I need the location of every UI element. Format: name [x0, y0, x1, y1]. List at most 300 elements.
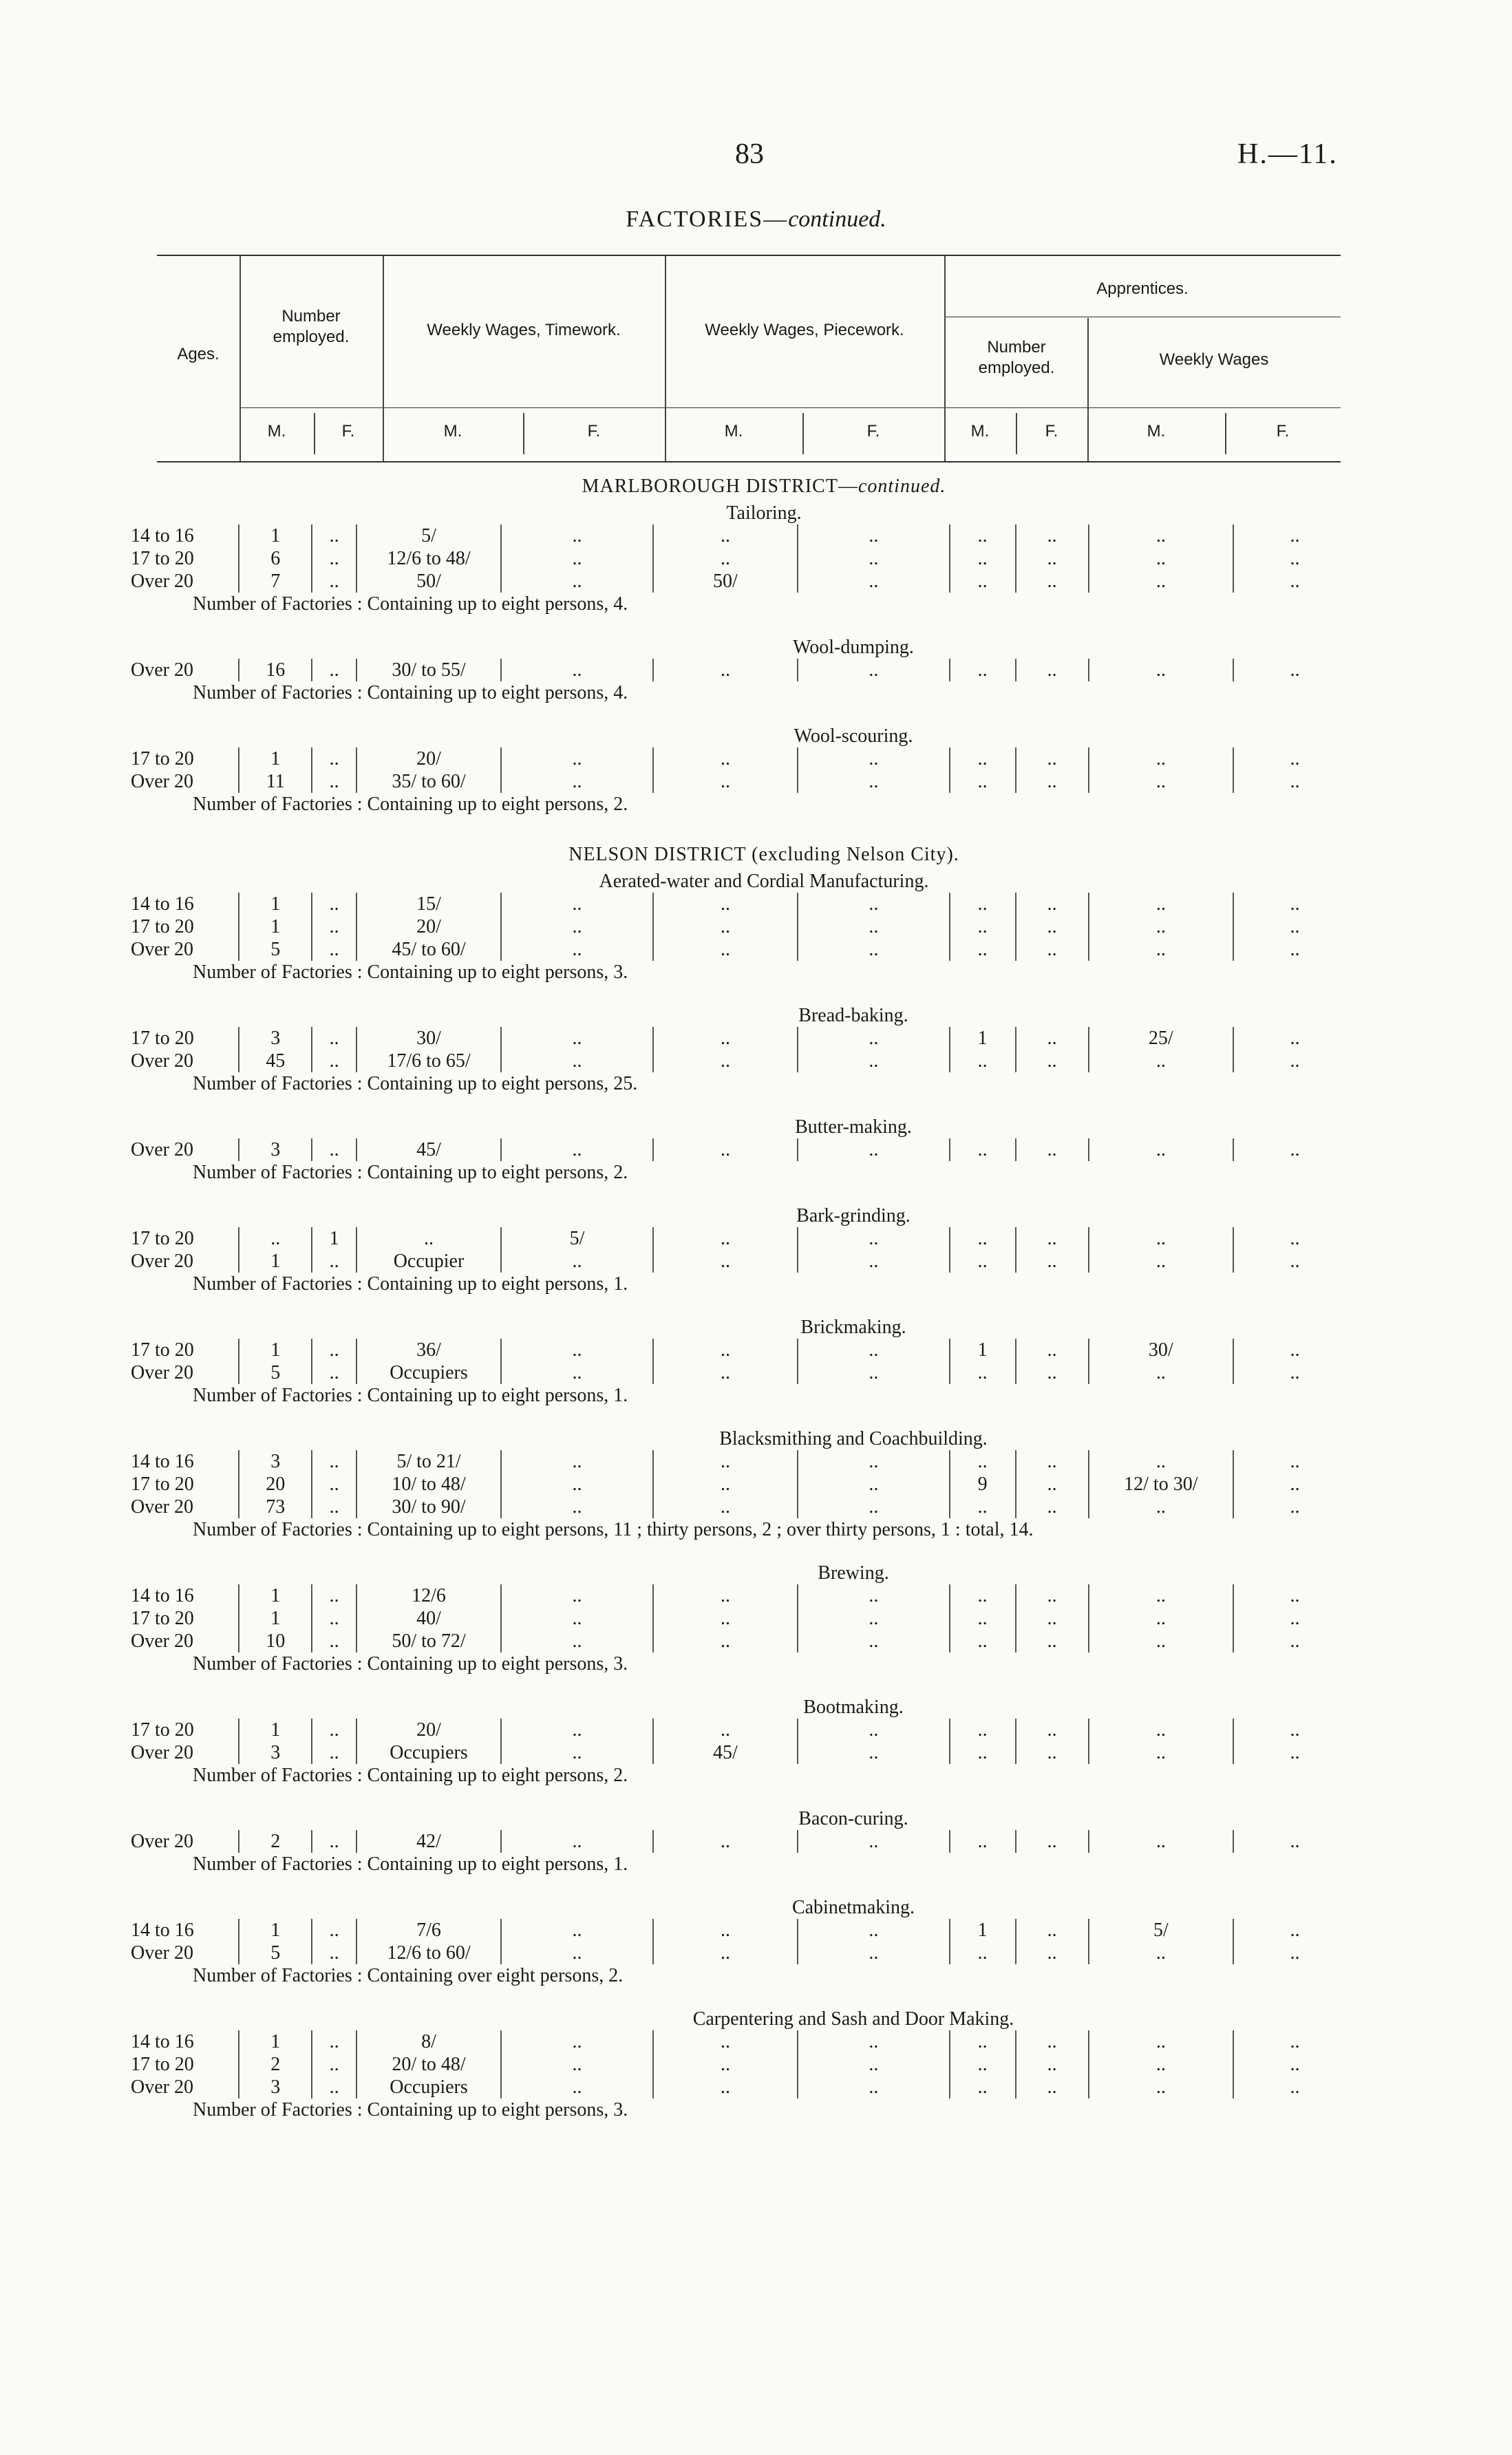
table-cell: ..: [950, 1361, 1016, 1384]
table-cell: ..: [1233, 1138, 1356, 1161]
table-cell: ..: [1233, 547, 1356, 570]
table-cell: ..: [1233, 1630, 1356, 1652]
table-cell: ..: [798, 1584, 950, 1607]
table-cell: ..: [1016, 1138, 1089, 1161]
table-cell: ..: [501, 770, 653, 793]
table-cell: ..: [1233, 1830, 1356, 1853]
table-cell: ..: [1089, 659, 1233, 681]
age-cell: 17 to 20: [131, 916, 194, 937]
table-cell: ..: [798, 1473, 950, 1496]
factories-count-note: Number of Factories : Containing up to eight persons, 1.: [193, 1273, 628, 1295]
district-title-main: NELSON DISTRICT (excluding Nelson City).: [568, 844, 959, 865]
table-cell: 20/: [356, 1719, 501, 1741]
table-cell: ..: [950, 1830, 1016, 1853]
table-cell: ..: [950, 747, 1016, 770]
table-cell: ..: [950, 2030, 1016, 2053]
factories-count-note: Number of Factories : Containing up to eight persons, 25.: [193, 1073, 638, 1094]
table-cell: ..: [1089, 1719, 1233, 1741]
table-cell: ..: [798, 659, 950, 681]
table-cell: ..: [950, 893, 1016, 915]
table-cell: 30/: [356, 1027, 501, 1050]
table-cell: ..: [1016, 1250, 1089, 1273]
col-female: F.: [341, 422, 355, 440]
table-cell: ..: [1233, 1584, 1356, 1607]
table-cell: Occupiers: [356, 1361, 501, 1384]
table-cell: 1: [239, 1250, 312, 1273]
table-cell: ..: [1089, 1607, 1233, 1630]
table-cell: ..: [1233, 1741, 1356, 1764]
col-male: M.: [970, 422, 990, 440]
table-cell: ..: [501, 893, 653, 915]
industry-title: Wool-scouring.: [794, 725, 913, 747]
table-cell: ..: [1016, 1919, 1089, 1942]
table-cell: 3: [239, 1138, 312, 1161]
col-male: M.: [1147, 422, 1166, 440]
table-cell: 1: [239, 1339, 312, 1361]
table-cell: ..: [501, 1473, 653, 1496]
table-cell: ..: [950, 1227, 1016, 1250]
table-cell: ..: [950, 1607, 1016, 1630]
table-cell: ..: [1233, 1050, 1356, 1072]
table-cell: ..: [653, 524, 798, 547]
col-weekly-wages-timework: Weekly Wages, Timework.: [427, 321, 621, 339]
table-cell: 20/: [356, 915, 501, 938]
table-cell: ..: [312, 1050, 356, 1072]
table-cell: ..: [312, 547, 356, 570]
table-cell: ..: [1089, 893, 1233, 915]
table-cell: ..: [1089, 547, 1233, 570]
age-cell: Over 20: [131, 1831, 193, 1852]
table-cell: ..: [501, 659, 653, 681]
table-cell: ..: [501, 1496, 653, 1518]
sex-row-top-rule: [239, 407, 1341, 408]
table-cell: 1: [239, 1607, 312, 1630]
table-cell: ..: [501, 1339, 653, 1361]
table-cell: ..: [1233, 1942, 1356, 1964]
table-cell: ..: [798, 915, 950, 938]
table-cell: 1: [312, 1227, 356, 1250]
table-cell: ..: [1016, 570, 1089, 593]
table-cell: ..: [1016, 1719, 1089, 1741]
table-cell: 3: [239, 2076, 312, 2098]
table-cell: ..: [1233, 659, 1356, 681]
table-cell: 7/6: [356, 1919, 501, 1942]
table-cell: ..: [312, 938, 356, 961]
table-cell: 5: [239, 1942, 312, 1964]
table-cell: ..: [1016, 747, 1089, 770]
table-row: [131, 1830, 1356, 1853]
table-cell: ..: [798, 747, 950, 770]
age-cell: 17 to 20: [131, 1608, 194, 1629]
table-cell: ..: [1089, 2053, 1233, 2076]
table-cell: ..: [501, 747, 653, 770]
table-cell: ..: [798, 570, 950, 593]
industry-rows: [131, 1227, 1356, 1273]
table-cell: ..: [798, 524, 950, 547]
table-cell: ..: [798, 1919, 950, 1942]
table-cell: 73: [239, 1496, 312, 1518]
table-cell: ..: [501, 524, 653, 547]
table-row: [131, 770, 1356, 793]
table-cell: ..: [653, 2076, 798, 2098]
table-cell: ..: [653, 1027, 798, 1050]
table-cell: ..: [1016, 1450, 1089, 1473]
age-cell: 14 to 16: [131, 893, 194, 915]
table-cell: ..: [501, 1630, 653, 1652]
table-cell: ..: [1016, 2053, 1089, 2076]
table-cell: 30/ to 55/: [356, 659, 501, 681]
industry-rows: [131, 524, 1356, 593]
table-cell: ..: [653, 893, 798, 915]
table-cell: ..: [950, 1719, 1016, 1741]
table-cell: ..: [1089, 747, 1233, 770]
table-cell: ..: [501, 1741, 653, 1764]
industry-title: Blacksmithing and Coachbuilding.: [719, 1428, 988, 1449]
table-cell: ..: [312, 1473, 356, 1496]
table-cell: ..: [1233, 747, 1356, 770]
table-cell: ..: [1233, 1027, 1356, 1050]
table-cell: 50/: [653, 570, 798, 593]
table-cell: ..: [501, 1942, 653, 1964]
table-cell: 1: [239, 524, 312, 547]
table-cell: ..: [653, 1339, 798, 1361]
factories-count-note: Number of Factories : Containing up to eight persons, 2.: [193, 1162, 628, 1183]
table-cell: 20/ to 48/: [356, 2053, 501, 2076]
factories-count-note: Number of Factories : Containing up to eight persons, 4.: [193, 682, 628, 703]
table-cell: ..: [1233, 1607, 1356, 1630]
table-cell: ..: [1016, 2030, 1089, 2053]
table-row: [131, 1741, 1356, 1764]
table-cell: ..: [1089, 1741, 1233, 1764]
table-cell: 1: [239, 747, 312, 770]
table-cell: ..: [1089, 1138, 1233, 1161]
table-cell: ..: [312, 1339, 356, 1361]
table-cell: ..: [798, 1050, 950, 1072]
table-row: [131, 1450, 1356, 1473]
table-cell: ..: [1016, 1027, 1089, 1050]
table-cell: ..: [1233, 1919, 1356, 1942]
table-cell: ..: [798, 1719, 950, 1741]
table-cell: ..: [1089, 1450, 1233, 1473]
table-cell: ..: [950, 2076, 1016, 2098]
table-row: [131, 1227, 1356, 1250]
industry-rows: [131, 1919, 1356, 1964]
col-number-employed: Number employed.: [273, 307, 350, 346]
industry-title: Bread-baking.: [798, 1005, 908, 1026]
table-cell: ..: [950, 770, 1016, 793]
table-cell: 7: [239, 570, 312, 593]
factories-count-note: Number of Factories : Containing up to eight persons, 2.: [193, 1765, 628, 1786]
table-row: [131, 1630, 1356, 1652]
table-cell: ..: [1089, 1227, 1233, 1250]
header-top-rule: [157, 255, 1341, 256]
table-cell: ..: [1089, 524, 1233, 547]
table-cell: 1: [239, 915, 312, 938]
table-cell: 1: [239, 1719, 312, 1741]
table-cell: ..: [1233, 570, 1356, 593]
col-weekly-wages-piecework: Weekly Wages, Piecework.: [705, 321, 904, 339]
table-cell: ..: [798, 2053, 950, 2076]
table-cell: ..: [312, 1138, 356, 1161]
table-cell: ..: [950, 1584, 1016, 1607]
col-apprentices-weekly-wages: Weekly Wages: [1159, 350, 1269, 369]
table-cell: 2: [239, 2053, 312, 2076]
table-cell: ..: [501, 1027, 653, 1050]
document-code: H.—11.: [1237, 138, 1338, 170]
table-row: [131, 1719, 1356, 1741]
table-cell: ..: [1089, 2076, 1233, 2098]
col-apprentices: Apprentices.: [1096, 279, 1189, 298]
table-cell: ..: [1089, 1361, 1233, 1384]
table-cell: ..: [1089, 1584, 1233, 1607]
table-cell: ..: [798, 1339, 950, 1361]
table-cell: ..: [1233, 938, 1356, 961]
table-row: [131, 893, 1356, 915]
table-cell: 12/ to 30/: [1089, 1473, 1233, 1496]
table-cell: ..: [653, 2030, 798, 2053]
table-cell: ..: [798, 1496, 950, 1518]
table-cell: ..: [798, 1942, 950, 1964]
table-cell: 50/: [356, 570, 501, 593]
age-cell: 17 to 20: [131, 2054, 194, 2075]
industry-title: Cabinetmaking.: [791, 1897, 915, 1918]
table-cell: ..: [312, 1741, 356, 1764]
table-row: [131, 938, 1356, 961]
factories-count-note: Number of Factories : Containing up to eight persons, 11 ; thirty persons, 2 ; over thirty persons, 1 : total, 14.: [193, 1519, 1034, 1540]
table-cell: ..: [1233, 1250, 1356, 1273]
table-row: [131, 747, 1356, 770]
table-cell: 45/: [356, 1138, 501, 1161]
age-cell: Over 20: [131, 1942, 193, 1964]
table-cell: ..: [312, 1250, 356, 1273]
table-cell: ..: [312, 2076, 356, 2098]
factories-table-body: [131, 475, 1370, 2121]
table-cell: 45/: [653, 1741, 798, 1764]
table-cell: ..: [501, 2076, 653, 2098]
header-bottom-rule: [157, 461, 1341, 463]
table-row: [131, 1942, 1356, 1964]
table-cell: ..: [312, 1830, 356, 1853]
table-cell: ..: [798, 1741, 950, 1764]
table-cell: 42/: [356, 1830, 501, 1853]
industry-title: Bootmaking.: [803, 1697, 904, 1718]
table-cell: ..: [501, 547, 653, 570]
age-cell: 17 to 20: [131, 1719, 194, 1741]
table-cell: ..: [1089, 1496, 1233, 1518]
factories-count-note: Number of Factories : Containing over eight persons, 2.: [193, 1965, 624, 1986]
industry-title: Wool-dumping.: [793, 637, 914, 658]
table-cell: 9: [950, 1473, 1016, 1496]
table-cell: ..: [798, 1450, 950, 1473]
table-cell: ..: [501, 1830, 653, 1853]
table-cell: ..: [950, 570, 1016, 593]
table-cell: 30/: [1089, 1339, 1233, 1361]
table-cell: ..: [1089, 1942, 1233, 1964]
table-cell: ..: [1233, 1339, 1356, 1361]
table-cell: ..: [798, 1138, 950, 1161]
table-cell: ..: [653, 1630, 798, 1652]
table-cell: 1: [239, 1919, 312, 1942]
table-cell: ..: [653, 1450, 798, 1473]
age-cell: Over 20: [131, 1050, 193, 1072]
table-cell: ..: [501, 915, 653, 938]
table-cell: ..: [653, 1050, 798, 1072]
table-cell: ..: [1089, 2030, 1233, 2053]
table-cell: 3: [239, 1741, 312, 1764]
page-title-main: FACTORIES—: [626, 206, 789, 232]
table-cell: ..: [798, 1830, 950, 1853]
table-cell: 12/6 to 60/: [356, 1942, 501, 1964]
table-cell: ..: [950, 1630, 1016, 1652]
table-cell: 1: [239, 1584, 312, 1607]
table-cell: ..: [501, 1584, 653, 1607]
age-cell: 17 to 20: [131, 548, 194, 569]
table-row: [131, 1584, 1356, 1607]
age-cell: 17 to 20: [131, 1339, 194, 1361]
table-cell: ..: [1089, 915, 1233, 938]
table-cell: 17/6 to 65/: [356, 1050, 501, 1072]
table-cell: ..: [312, 2053, 356, 2076]
table-row: [131, 1050, 1356, 1072]
industry-rows: [131, 2030, 1356, 2098]
table-cell: ..: [1016, 2076, 1089, 2098]
table-cell: ..: [312, 1584, 356, 1607]
col-ages: Ages.: [177, 345, 220, 363]
col-female: F.: [1276, 422, 1290, 440]
table-cell: ..: [950, 1450, 1016, 1473]
age-cell: Over 20: [131, 1496, 193, 1518]
table-cell: ..: [312, 1719, 356, 1741]
table-cell: ..: [1089, 938, 1233, 961]
district-title-suffix: continued.: [858, 476, 946, 497]
table-cell: ..: [798, 2030, 950, 2053]
table-cell: ..: [1016, 1584, 1089, 1607]
factories-count-note: Number of Factories : Containing up to eight persons, 3.: [193, 2099, 628, 2121]
factories-count-note: Number of Factories : Containing up to eight persons, 3.: [193, 961, 628, 983]
table-cell: 1: [950, 1027, 1016, 1050]
age-cell: 14 to 16: [131, 1451, 194, 1472]
table-cell: ..: [1233, 2076, 1356, 2098]
table-cell: ..: [1233, 1450, 1356, 1473]
age-cell: Over 20: [131, 1630, 193, 1652]
table-cell: Occupiers: [356, 1741, 501, 1764]
page-title-continued: continued.: [788, 206, 886, 232]
table-cell: ..: [312, 1630, 356, 1652]
table-cell: ..: [950, 1138, 1016, 1161]
table-cell: ..: [798, 1607, 950, 1630]
district-title: [131, 475, 1370, 498]
industry-title: Aerated-water and Cordial Manufacturing.: [599, 871, 929, 892]
table-cell: ..: [312, 1450, 356, 1473]
table-cell: ..: [653, 1361, 798, 1384]
table-cell: ..: [1233, 524, 1356, 547]
table-cell: ..: [798, 1361, 950, 1384]
table-cell: ..: [1233, 770, 1356, 793]
table-cell: ..: [950, 659, 1016, 681]
table-cell: ..: [312, 747, 356, 770]
age-cell: 14 to 16: [131, 2031, 194, 2052]
table-cell: ..: [501, 938, 653, 961]
table-cell: ..: [1233, 1227, 1356, 1250]
table-cell: 5/ to 21/: [356, 1450, 501, 1473]
col-male: M.: [443, 422, 462, 440]
table-cell: 30/ to 90/: [356, 1496, 501, 1518]
table-cell: ..: [950, 1741, 1016, 1764]
col-male: M.: [267, 422, 286, 440]
table-cell: 40/: [356, 1607, 501, 1630]
industry-rows: [131, 1450, 1356, 1518]
table-cell: ..: [312, 1607, 356, 1630]
age-cell: Over 20: [131, 1742, 193, 1763]
table-cell: 16: [239, 659, 312, 681]
col-male: M.: [724, 422, 743, 440]
table-row: [131, 1250, 1356, 1273]
industry-rows: [131, 1138, 1356, 1161]
table-cell: Occupiers: [356, 2076, 501, 2098]
age-cell: 14 to 16: [131, 1585, 194, 1606]
table-row: [131, 1919, 1356, 1942]
table-cell: ..: [312, 1027, 356, 1050]
col-female: F.: [1045, 422, 1058, 440]
table-cell: 10/ to 48/: [356, 1473, 501, 1496]
industry-title: Bark-grinding.: [796, 1205, 911, 1226]
table-cell: ..: [950, 1250, 1016, 1273]
table-cell: ..: [653, 915, 798, 938]
table-cell: ..: [653, 1942, 798, 1964]
table-cell: ..: [501, 1919, 653, 1942]
table-cell: ..: [501, 1050, 653, 1072]
table-cell: ..: [1016, 915, 1089, 938]
table-cell: 15/: [356, 893, 501, 915]
table-cell: ..: [312, 2030, 356, 2053]
table-cell: ..: [653, 1496, 798, 1518]
table-cell: ..: [501, 2053, 653, 2076]
table-row: [131, 2030, 1356, 2053]
table-cell: ..: [501, 1361, 653, 1384]
table-cell: ..: [950, 547, 1016, 570]
industry-rows: [131, 1584, 1356, 1652]
table-cell: ..: [653, 1584, 798, 1607]
age-cell: Over 20: [131, 939, 193, 960]
age-cell: 14 to 16: [131, 525, 194, 546]
table-cell: ..: [653, 659, 798, 681]
age-cell: Over 20: [131, 1139, 193, 1160]
factories-count-note: Number of Factories : Containing up to eight persons, 1.: [193, 1853, 628, 1875]
table-cell: 45/ to 60/: [356, 938, 501, 961]
table-cell: ..: [798, 1630, 950, 1652]
table-cell: ..: [950, 1942, 1016, 1964]
table-row: [131, 1473, 1356, 1496]
age-cell: Over 20: [131, 1251, 193, 1272]
table-cell: ..: [1089, 770, 1233, 793]
table-cell: ..: [312, 915, 356, 938]
age-cell: 17 to 20: [131, 1028, 194, 1049]
table-cell: ..: [356, 1227, 501, 1250]
table-cell: 1: [239, 893, 312, 915]
table-cell: ..: [1016, 1630, 1089, 1652]
industry-title: Tailoring.: [726, 502, 802, 524]
table-row: [131, 1138, 1356, 1161]
table-cell: 35/ to 60/: [356, 770, 501, 793]
industry-rows: [131, 1719, 1356, 1764]
age-cell: Over 20: [131, 2076, 193, 2098]
table-cell: 10: [239, 1630, 312, 1652]
table-cell: 5/: [501, 1227, 653, 1250]
table-cell: ..: [501, 1250, 653, 1273]
table-cell: 20/: [356, 747, 501, 770]
table-cell: ..: [1016, 1830, 1089, 1853]
table-cell: ..: [1016, 1050, 1089, 1072]
